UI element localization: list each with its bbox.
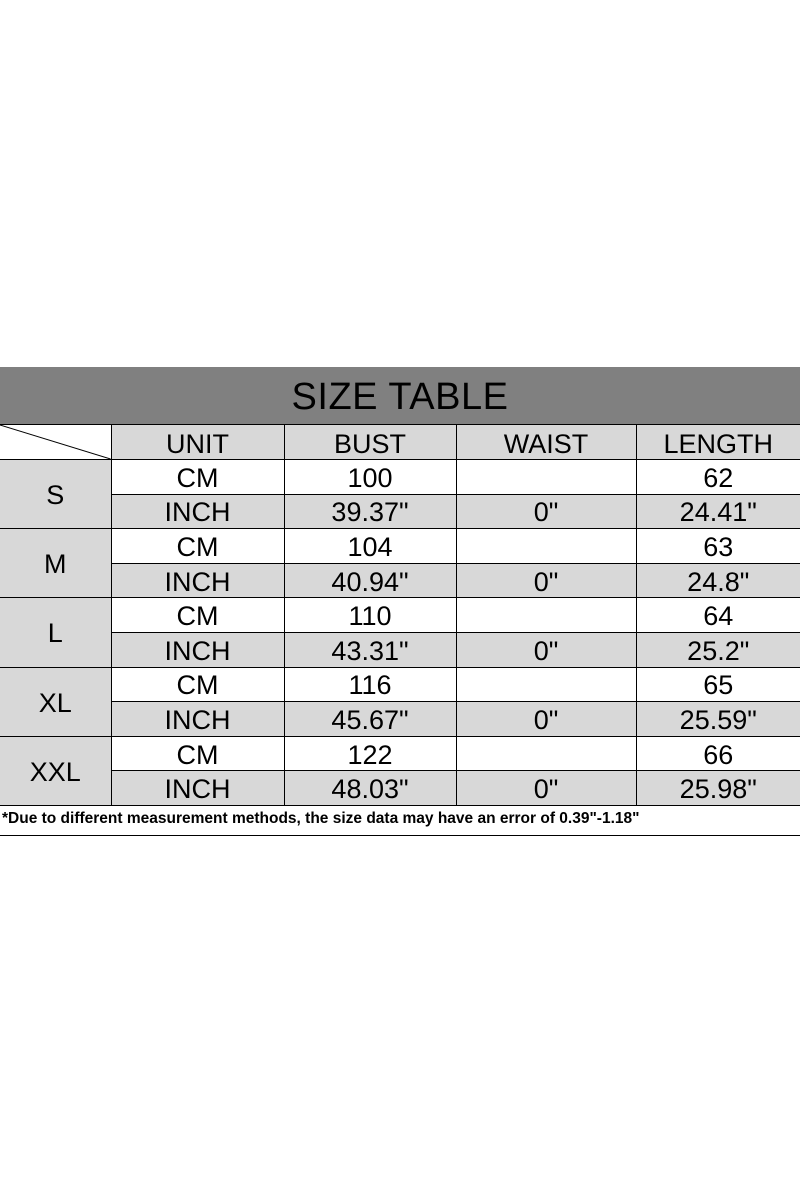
length-cell: 25.59" — [636, 702, 800, 737]
size-label: M — [0, 529, 111, 598]
header-length: LENGTH — [636, 425, 800, 460]
size-rows — [0, 460, 800, 806]
length-cell: 62 — [636, 460, 800, 495]
waist-cell: 0" — [456, 563, 636, 598]
table-row — [0, 667, 800, 702]
bust-cell: 110 — [284, 598, 456, 633]
bust-cell: 116 — [284, 667, 456, 702]
size-table — [0, 367, 800, 836]
table-row — [0, 632, 800, 667]
length-cell: 66 — [636, 736, 800, 771]
unit-cell: INCH — [111, 771, 284, 806]
table-row — [0, 529, 800, 564]
unit-cell: INCH — [111, 494, 284, 529]
length-cell: 24.8" — [636, 563, 800, 598]
waist-cell: 0" — [456, 771, 636, 806]
length-cell: 25.2" — [636, 632, 800, 667]
bust-cell: 39.37" — [284, 494, 456, 529]
length-cell: 64 — [636, 598, 800, 633]
bust-cell: 45.67" — [284, 702, 456, 737]
size-label: S — [0, 460, 111, 529]
unit-cell: INCH — [111, 702, 284, 737]
bust-cell: 43.31" — [284, 632, 456, 667]
waist-cell: 0" — [456, 494, 636, 529]
size-label: XL — [0, 667, 111, 736]
unit-cell: CM — [111, 529, 284, 564]
unit-cell: INCH — [111, 563, 284, 598]
waist-cell — [456, 736, 636, 771]
size-label: L — [0, 598, 111, 667]
length-cell: 63 — [636, 529, 800, 564]
table-row — [0, 736, 800, 771]
waist-cell — [456, 529, 636, 564]
unit-cell: INCH — [111, 632, 284, 667]
bust-cell: 100 — [284, 460, 456, 495]
unit-cell: CM — [111, 598, 284, 633]
table-row — [0, 702, 800, 737]
waist-cell: 0" — [456, 632, 636, 667]
table-row — [0, 771, 800, 806]
bust-cell: 40.94" — [284, 563, 456, 598]
bust-cell: 48.03" — [284, 771, 456, 806]
bust-cell: 104 — [284, 529, 456, 564]
table-row — [0, 460, 800, 495]
size-grid — [0, 424, 800, 806]
unit-cell: CM — [111, 736, 284, 771]
header-unit: UNIT — [111, 425, 284, 460]
measurement-footnote: *Due to different measurement methods, the size data may have an error of 0.39"-1.18" — [0, 806, 800, 836]
header-row — [0, 425, 800, 460]
table-row — [0, 563, 800, 598]
header-waist: WAIST — [456, 425, 636, 460]
length-cell: 24.41" — [636, 494, 800, 529]
table-row — [0, 494, 800, 529]
unit-cell: CM — [111, 667, 284, 702]
length-cell: 25.98" — [636, 771, 800, 806]
waist-cell — [456, 667, 636, 702]
size-table-title: SIZE TABLE — [0, 367, 800, 424]
bust-cell: 122 — [284, 736, 456, 771]
length-cell: 65 — [636, 667, 800, 702]
size-label: XXL — [0, 736, 111, 805]
corner-diagonal-cell — [0, 425, 111, 460]
unit-cell: CM — [111, 460, 284, 495]
waist-cell: 0" — [456, 702, 636, 737]
header-bust: BUST — [284, 425, 456, 460]
diagonal-line-icon — [0, 425, 111, 459]
waist-cell — [456, 460, 636, 495]
waist-cell — [456, 598, 636, 633]
table-row — [0, 598, 800, 633]
